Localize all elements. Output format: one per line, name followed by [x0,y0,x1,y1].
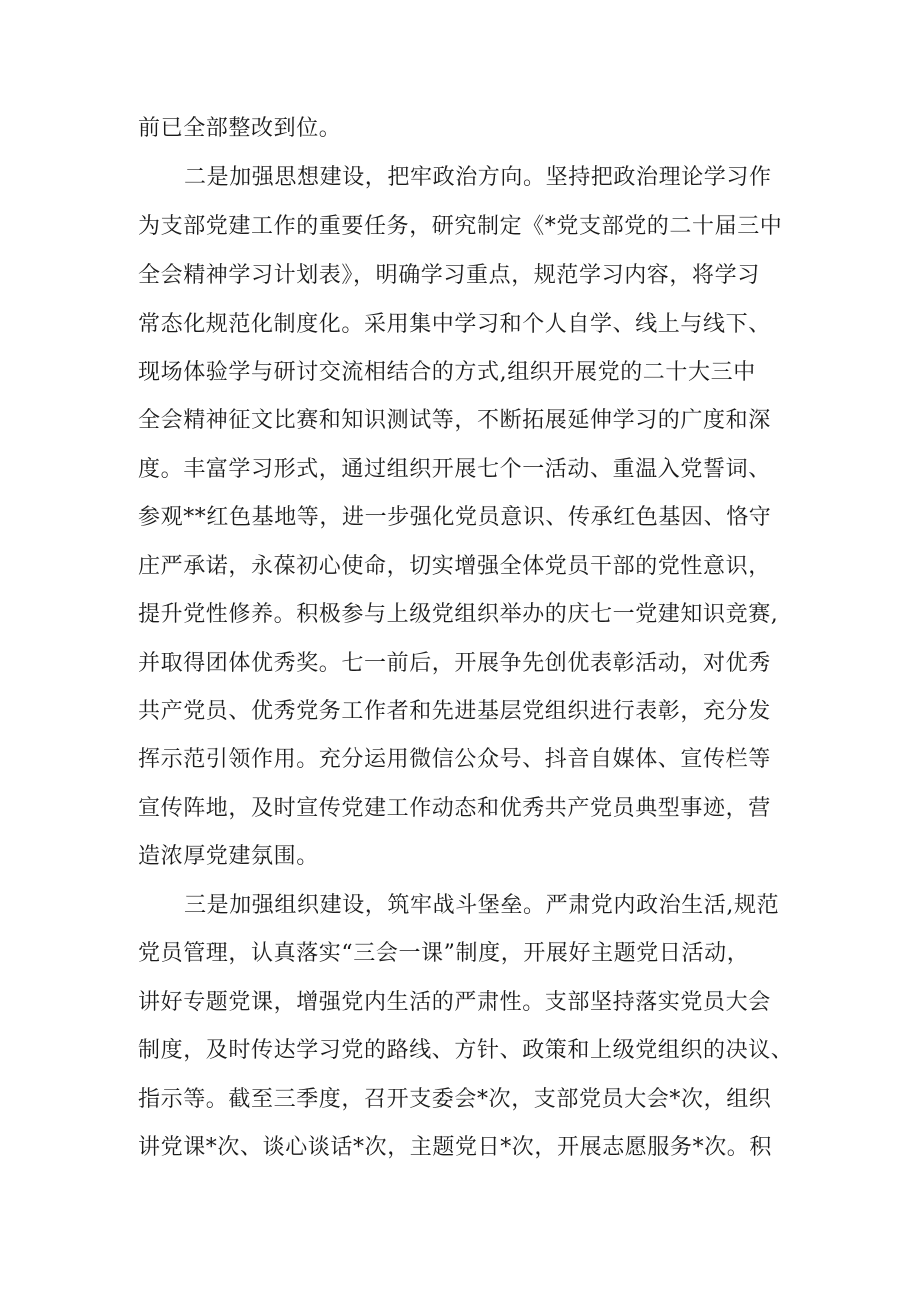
text-line: 二是加强思想建设，把牢政治方向。坚持把政治理论学习作 [184,165,772,190]
text-line: 党员管理，认真落实“三会一课”制度，开展好主题党日活动， [138,941,750,966]
text-line: 讲好专题党课，增强党内生活的严肃性。支部坚持落实党员大会 [138,990,771,1015]
text-line: 全会精神征文比赛和知识测试等，不断拓展延伸学习的广度和深 [138,408,771,433]
text-line: 现场体验学与研讨交流相结合的方式,组织开展党的二十大三中 [138,360,756,385]
text-line: 制度，及时传达学习党的路线、方针、政策和上级党组织的决议、 [138,1038,794,1063]
text-line: 并取得团体优秀奖。七一前后，开展争先创优表彰活动，对优秀 [138,651,771,676]
text-line: 共产党员、优秀党务工作者和先进基层党组织进行表彰，充分发 [138,699,771,724]
text-line: 提升党性修养。积极参与上级党组织举办的庆七一党建知识竞赛, [138,602,779,627]
text-line: 庄严承诺，永葆初心使命，切实增强全体党员干部的党性意识， [138,554,771,579]
text-line: 三是加强组织建设，筑牢战斗堡垒。严肃党内政治生活,规范 [184,893,780,918]
text-line: 参观**红色基地等，进一步强化党员意识、传承红色基因、恪守 [138,505,772,530]
text-line: 常态化规范化制度化。采用集中学习和个人自学、线上与线下、 [138,312,771,337]
text-line: 造浓厚党建氛围。 [138,844,319,869]
text-line: 度。丰富学习形式，通过组织开展七个一活动、重温入党誓词、 [138,457,771,482]
text-line: 讲党课*次、谈心谈话*次，主题党日*次，开展志愿服务*次。积 [138,1135,773,1160]
text-line: 挥示范引领作用。充分运用微信公众号、抖音自媒体、宣传栏等 [138,747,771,772]
text-line: 前已全部整改到位。 [138,116,342,141]
text-line: 指示等。截至三季度，召开支委会*次，支部党员大会*次，组织 [138,1087,772,1112]
text-line: 为支部党建工作的重要任务，研究制定《*党支部党的二十届三中 [138,214,783,239]
text-line: 全会精神学习计划表》，明确学习重点，规范学习内容，将学习 [138,263,760,288]
text-line: 宣传阵地，及时宣传党建工作动态和优秀共产党员典型事迹，营 [138,796,771,821]
